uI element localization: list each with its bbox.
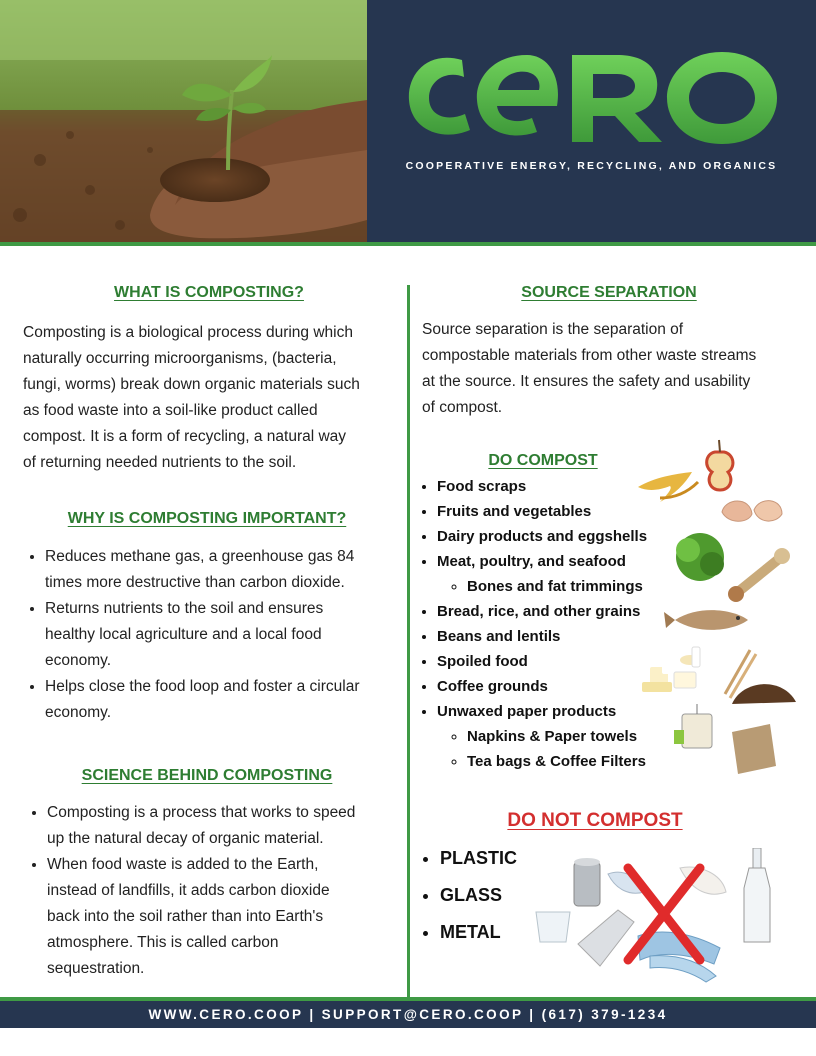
do-not-compost-list [420,840,517,951]
header-divider [0,242,816,246]
do-compost-title: DO COMPOST [488,452,598,469]
do-not-compost-title: DO NOT COMPOST [507,810,683,831]
what-is-composting-title: WHAT IS COMPOSTING? [114,284,304,301]
cero-logo [367,30,816,150]
what-is-composting-text [23,320,403,476]
apple-core-icon [707,440,733,490]
column-divider [407,285,410,997]
text-line: at the source. It ensures the safety and usability [422,373,751,390]
text-line: as food waste into a soil-like product called [23,402,318,419]
text-line: compost. It is a form of recycling, a natural way [23,428,347,445]
text-line: up the natural decay of organic material. [47,830,324,847]
why-composting-list [23,544,430,726]
list-item: • Fruits and vegetables [437,499,697,524]
list-item [47,800,427,852]
header-photo [0,0,367,242]
source-separation-title: SOURCE SEPARATION [521,284,697,301]
dairy-products-icon [642,647,700,692]
text-line: economy. [45,652,112,669]
banana-peel-icon [638,472,698,502]
list-item [45,596,430,674]
text-line: back into the soil rather than into Earth's [47,908,324,925]
list-item: • METAL [440,914,517,951]
non-compostables-illustration [530,848,780,988]
footer-contact: WWW.CERO.COOP | SUPPORT@CERO.COOP | (617) 379-1234 [148,1007,668,1022]
brand-panel [367,0,816,242]
list-item-label: Meat, poultry, and seafood [437,553,626,570]
fish-icon [664,610,748,630]
text-line: Source separation is the separation of [422,321,684,338]
metal-can-icon [574,858,600,906]
source-separation-text [422,317,807,421]
text-line: instead of landfills, it adds carbon dioxide [47,882,330,899]
text-line: • Returns nutrients to the soil and ensures [45,600,324,617]
text-line: • Reduces methane gas, a greenhouse gas 84 [45,548,355,565]
bone-icon [728,548,790,602]
napkin-icon [732,724,776,774]
list-item: • Food scraps [437,474,697,499]
coffee-grounds-icon [725,650,796,704]
text-line: naturally occurring microorganisms, (bacteria, [23,350,337,367]
text-line: times more destructive than carbon dioxide. [45,574,345,591]
sub-list-item: ◦ Bones and fat trimmings [467,574,697,599]
tea-bag-icon [674,704,712,748]
list-item: • PLASTIC [440,840,517,877]
list-item: • GLASS [440,877,517,914]
why-composting-title: WHY IS COMPOSTING IMPORTANT? [67,510,347,527]
plastic-cup-icon [536,912,570,942]
list-item: • Spoiled food [437,649,697,674]
text-line: • When food waste is added to the Earth, [47,856,319,873]
compostable-items-illustration [630,432,816,782]
text-line: atmosphere. This is called carbon [47,934,279,951]
text-line: compostable materials from other waste streams [422,347,757,364]
text-line: of compost. [422,399,503,416]
sub-list-item: ◦ Napkins & Paper towels [467,724,697,749]
text-line: Composting is a biological process during which [23,324,353,341]
text-line: sequestration. [47,960,145,977]
list-item [45,674,430,726]
text-line: • Composting is a process that works to speed [47,804,356,821]
list-item: • Beans and lentils [437,624,697,649]
text-line: of returning needed nutrients to the soil. [23,454,297,471]
list-item: • Dairy products and eggshells [437,524,697,549]
eggshells-icon [722,501,782,522]
text-line: healthy local agriculture and a local food [45,626,322,643]
header [0,0,816,242]
brand-tagline: COOPERATIVE ENERGY, RECYCLING, AND ORGANICS [405,160,778,172]
sub-list-item: ◦ Tea bags & Coffee Filters [467,749,697,774]
science-list [25,800,427,982]
science-title: SCIENCE BEHIND COMPOSTING [81,767,333,784]
footer [0,1001,816,1028]
list-item [45,544,430,596]
lettuce-icon [676,533,724,581]
list-item: • Bread, rice, and other grains [437,599,697,624]
text-line: economy. [45,704,112,721]
list-item-label: Unwaxed paper products [437,703,617,720]
list-item [47,852,427,982]
text-line: • Helps close the food loop and foster a circular [45,678,360,695]
text-line: fungi, worms) break down organic materials such [23,376,360,393]
list-item: • Coffee grounds [437,674,697,699]
glass-bottle-icon [744,848,770,942]
